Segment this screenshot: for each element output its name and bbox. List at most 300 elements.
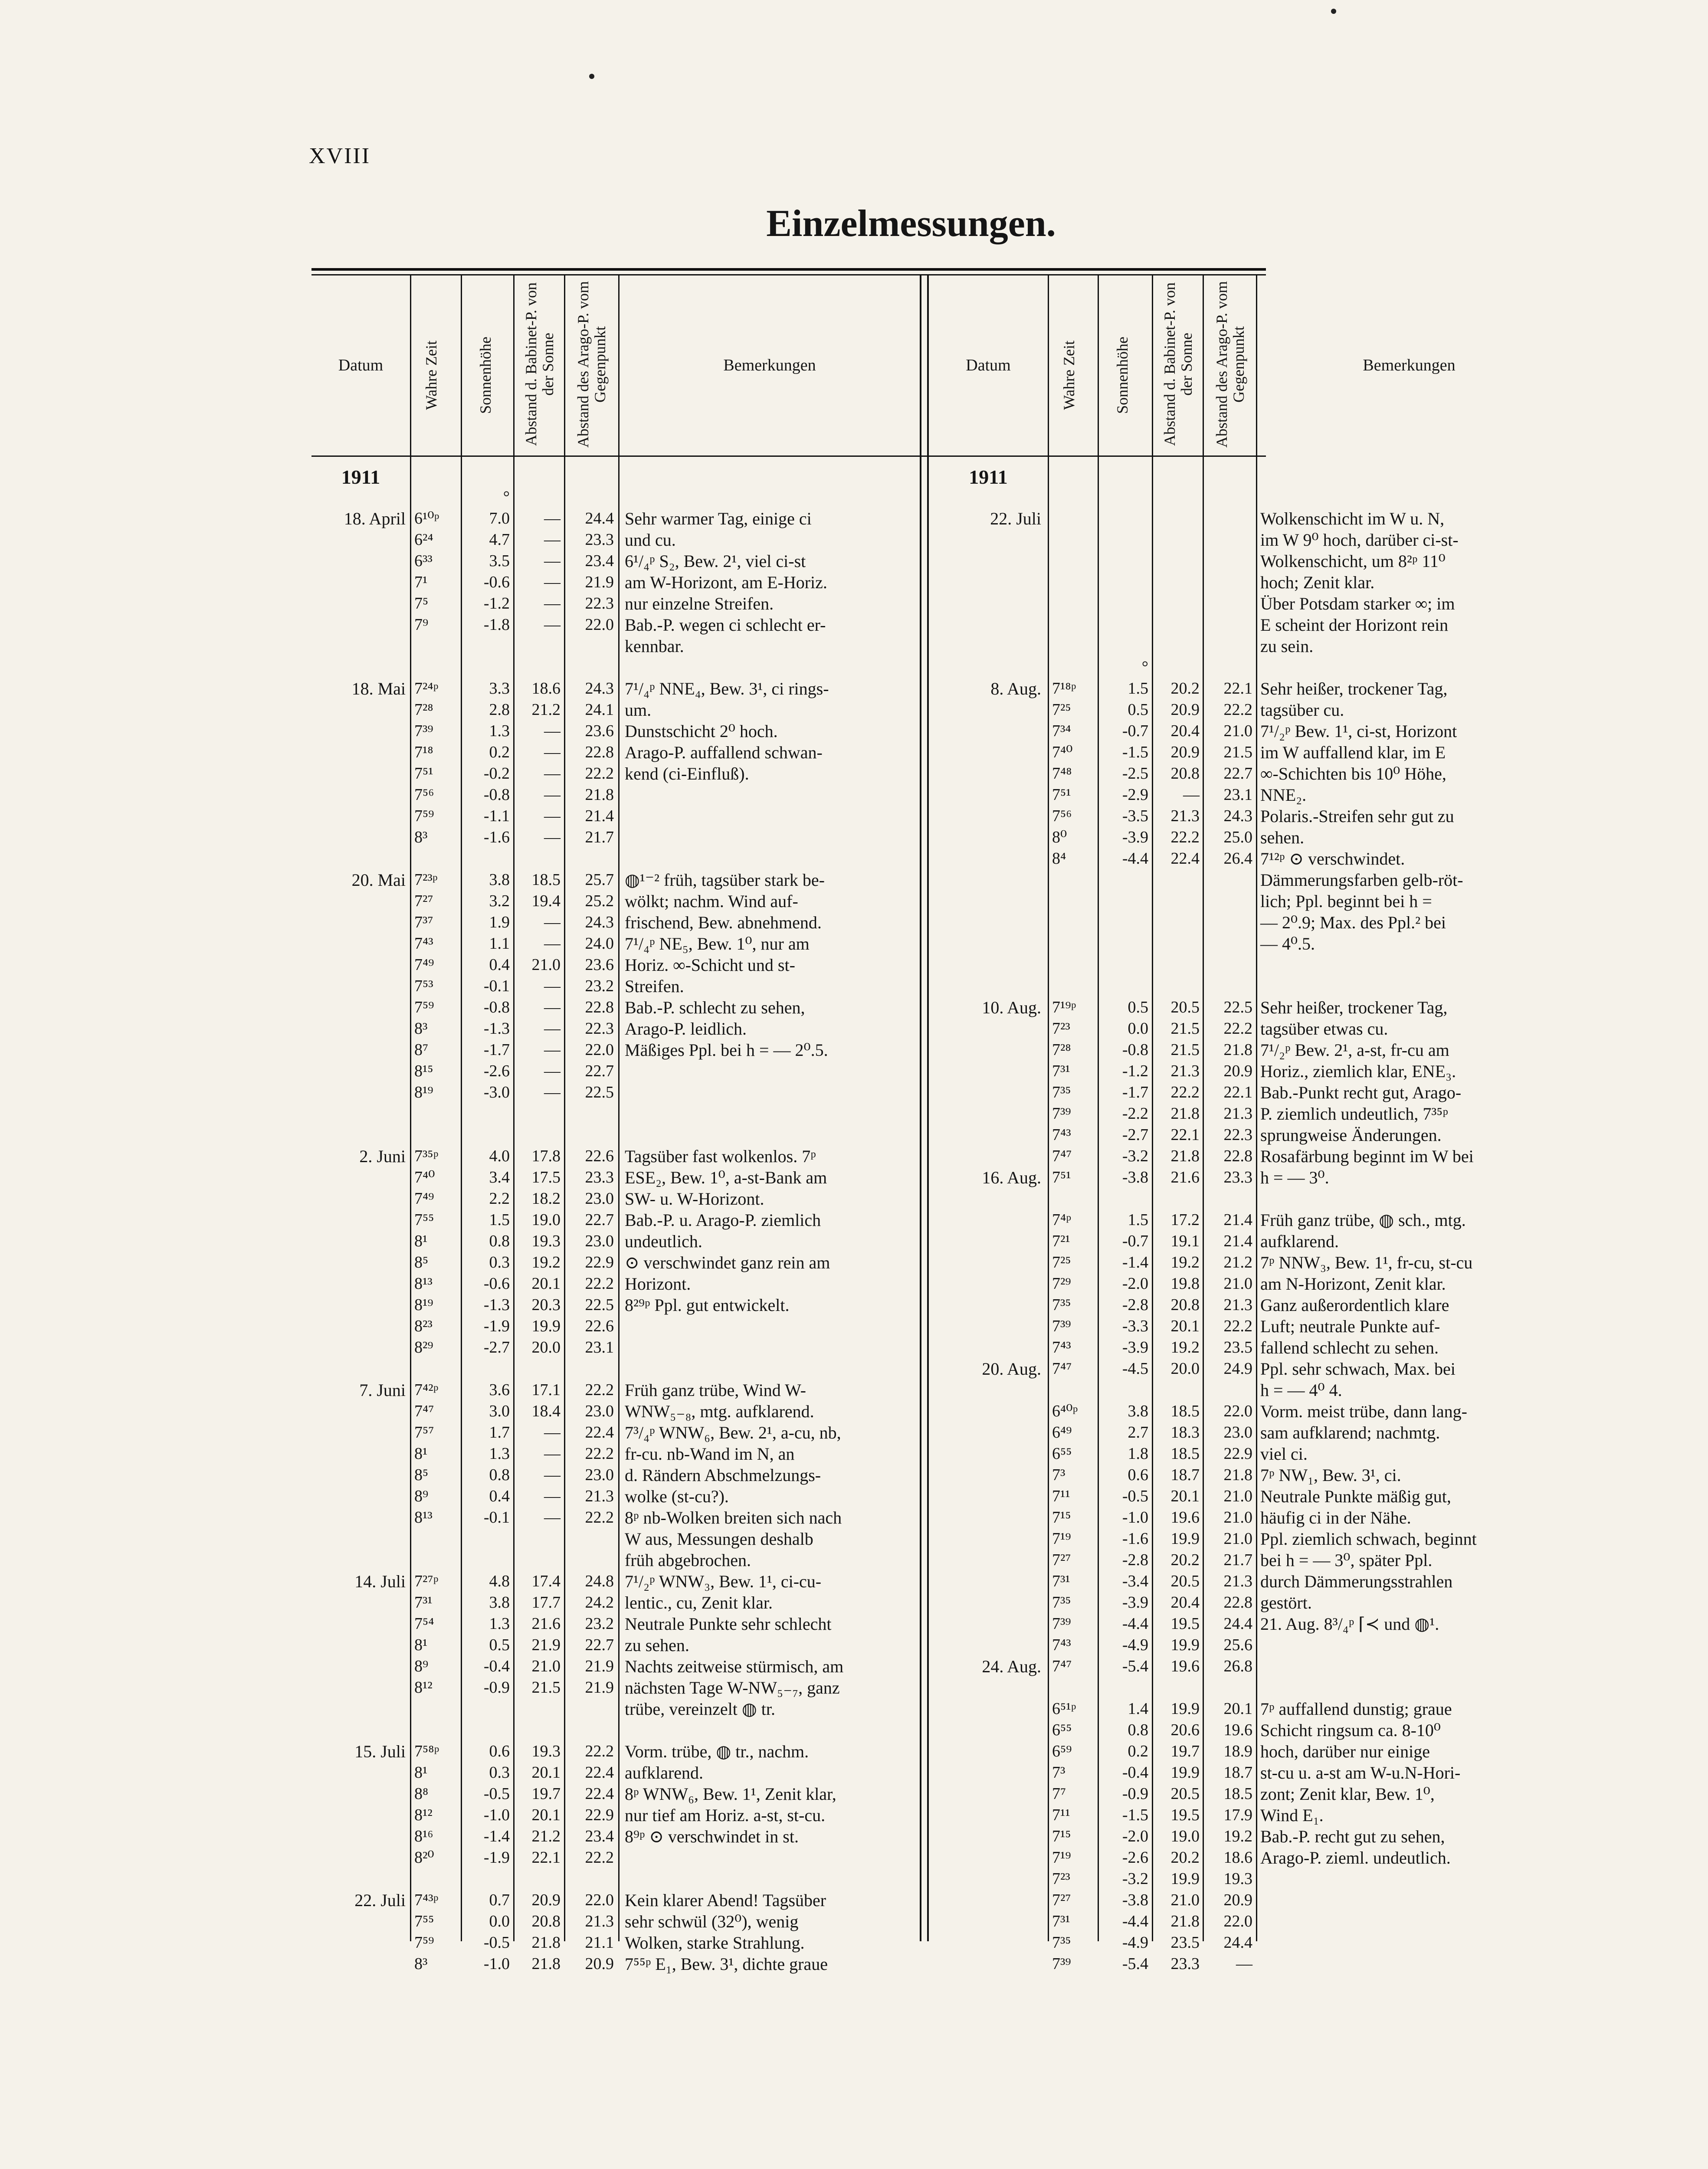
babinet-cell: 19.3 — [531, 1742, 561, 1760]
sun-height-cell: -1.5 — [1122, 743, 1148, 761]
arago-cell: 24.0 — [585, 934, 614, 953]
sun-height-cell: 2.8 — [489, 701, 510, 719]
time-cell: 7²⁷ — [414, 892, 433, 910]
remark-line: — 4⁰.5. — [1260, 934, 1315, 953]
remark-line: nur tief am Horiz. a-st, st-cu. — [625, 1805, 826, 1825]
time-cell: 8⁵ — [414, 1253, 429, 1271]
sun-height-cell: -0.6 — [483, 573, 510, 591]
sun-height-cell: 1.3 — [489, 1445, 510, 1463]
time-cell: 7⁵⁷ — [414, 1423, 434, 1442]
remark-line: Früh ganz trübe, ◍ sch., mtg. — [1260, 1210, 1466, 1230]
babinet-cell: 20.9 — [531, 1891, 561, 1909]
sun-height-cell: 3.6 — [489, 1381, 510, 1399]
date-label: 22. Juli — [990, 509, 1041, 528]
time-cell: 7⁴³ᵖ — [414, 1891, 439, 1909]
babinet-cell: 19.1 — [1170, 1232, 1200, 1250]
remark-line: am N-Horizont, Zenit klar. — [1260, 1274, 1446, 1294]
babinet-cell: — — [544, 509, 561, 528]
sun-height-cell: 1.9 — [489, 913, 510, 931]
time-cell: 7⁵¹ — [414, 764, 433, 783]
babinet-cell: 18.6 — [531, 679, 561, 698]
remark-line: Sehr warmer Tag, einige ci — [625, 509, 812, 528]
time-cell: 7⁵⁹ — [414, 998, 434, 1016]
remark-line: 7ᵖ NW₁, Bew. 3¹, ci. — [1260, 1465, 1401, 1485]
time-cell: 8¹⁵ — [414, 1062, 433, 1080]
arago-cell: 21.3 — [585, 1912, 614, 1930]
sun-height-cell: -1.2 — [483, 594, 510, 613]
time-cell: 7³ — [1052, 1466, 1065, 1484]
arago-cell: 22.1 — [1223, 1083, 1252, 1101]
remark-line: Rosafärbung beginnt im W bei — [1260, 1147, 1474, 1166]
sun-height-cell: -3.5 — [1122, 807, 1148, 825]
arago-cell: 21.8 — [1223, 1041, 1252, 1059]
sun-height-cell: -0.8 — [483, 998, 510, 1016]
arago-cell: 24.3 — [585, 679, 614, 698]
remark-line: Neutrale Punkte mäßig gut, — [1260, 1487, 1451, 1506]
time-cell: 8¹ — [414, 1763, 428, 1782]
remark-line: sam aufklarend; nachmtg. — [1260, 1423, 1440, 1442]
babinet-cell: 20.0 — [1170, 1360, 1200, 1378]
sun-height-cell: 1.3 — [489, 722, 510, 740]
sun-height-cell: 0.0 — [489, 1912, 510, 1930]
babinet-cell: — — [544, 1019, 561, 1038]
babinet-cell: 20.3 — [531, 1296, 561, 1314]
arago-cell: 19.3 — [1223, 1870, 1252, 1888]
babinet-cell: 19.9 — [1170, 1870, 1200, 1888]
remark-line: Ppl. sehr schwach, Max. bei — [1260, 1359, 1456, 1379]
time-cell: 7¹⁹ᵖ — [1052, 998, 1076, 1016]
time-cell: 7¹⁹ — [1052, 1848, 1071, 1867]
sun-height-cell: 3.3 — [489, 679, 510, 698]
sun-height-cell: -1.8 — [483, 616, 510, 634]
remark-line: 8²⁹ᵖ Ppl. gut entwickelt. — [625, 1295, 790, 1315]
arago-cell: — — [1236, 1955, 1252, 1973]
sun-height-cell: 1.1 — [489, 934, 510, 953]
babinet-cell: 22.1 — [1170, 1126, 1200, 1144]
time-cell: 8⁷ — [414, 1041, 429, 1059]
date-label: 14. Juli — [354, 1572, 406, 1591]
time-cell: 7³⁹ — [1052, 1104, 1071, 1123]
remark-line: Wolkenschicht, um 8²ᵖ 11⁰ — [1260, 551, 1446, 571]
babinet-cell: 21.0 — [531, 956, 561, 974]
arago-cell: 24.1 — [585, 701, 614, 719]
sun-height-cell: -0.2 — [483, 764, 510, 783]
sun-height-cell: 4.8 — [489, 1572, 510, 1590]
sun-height-cell: -4.9 — [1122, 1636, 1148, 1654]
arago-cell: 18.7 — [1223, 1763, 1252, 1782]
date-label: 2. Juni — [359, 1147, 406, 1166]
arago-cell: 22.8 — [1223, 1593, 1252, 1612]
sun-height-cell: 0.0 — [1128, 1019, 1148, 1038]
babinet-cell: — — [544, 573, 561, 591]
sun-height-cell: 0.3 — [489, 1253, 510, 1271]
sun-height-cell: 1.5 — [489, 1211, 510, 1229]
sun-height-cell: 0.8 — [489, 1232, 510, 1250]
header-bemerkungen: Bemerkungen — [1363, 356, 1456, 374]
remark-line: Neutrale Punkte sehr schlecht — [625, 1614, 832, 1634]
arago-cell: 22.5 — [1223, 998, 1252, 1016]
time-cell: 7⁴ᵖ — [1052, 1211, 1072, 1229]
remark-line: am W-Horizont, am E-Horiz. — [625, 573, 827, 592]
arago-cell: 22.4 — [585, 1763, 614, 1782]
sun-height-cell: -0.8 — [1122, 1041, 1148, 1059]
time-cell: 7⁴⁸ — [1052, 764, 1072, 783]
babinet-cell: 21.5 — [531, 1678, 561, 1697]
arago-cell: 19.6 — [1223, 1721, 1252, 1739]
arago-cell: 22.9 — [585, 1806, 614, 1824]
column-divider — [618, 275, 620, 1941]
arago-cell: 18.9 — [1223, 1742, 1252, 1760]
time-cell: 6⁴⁰ᵖ — [1052, 1402, 1078, 1420]
remark-line: Ppl. ziemlich schwach, beginnt — [1260, 1529, 1477, 1549]
time-cell: 7³¹ — [1052, 1572, 1070, 1590]
time-cell: 8¹² — [414, 1678, 433, 1697]
sun-height-cell: -3.2 — [1122, 1147, 1148, 1165]
arago-cell: 22.7 — [1223, 764, 1252, 783]
babinet-cell: 21.0 — [531, 1657, 561, 1675]
sun-height-cell: 0.8 — [1128, 1721, 1148, 1739]
time-cell: 7⁴³ — [1052, 1338, 1071, 1356]
babinet-cell: 21.3 — [1170, 1062, 1200, 1080]
sun-height-cell: -0.1 — [483, 977, 510, 995]
remark-line: trübe, vereinzelt ◍ tr. — [625, 1699, 775, 1719]
time-cell: 7⁴⁰ — [1052, 743, 1073, 761]
arago-cell: 23.3 — [585, 1168, 614, 1186]
arago-cell: 23.4 — [585, 1827, 614, 1845]
babinet-cell: 18.4 — [531, 1402, 561, 1420]
sun-height-cell: -0.7 — [1122, 1232, 1148, 1250]
babinet-cell: 20.4 — [1170, 722, 1200, 740]
date-label: 18. April — [344, 509, 406, 528]
remark-line: lentic., cu, Zenit klar. — [625, 1593, 773, 1612]
babinet-cell: — — [544, 764, 561, 783]
sun-height-cell: -1.9 — [483, 1317, 510, 1335]
sun-height-cell: -5.4 — [1122, 1955, 1148, 1973]
sun-height-cell: 3.8 — [489, 871, 510, 889]
time-cell: 7⁷ — [1052, 1785, 1066, 1803]
arago-cell: 21.4 — [1223, 1232, 1252, 1250]
remark-line: Dämmerungsfarben gelb-röt- — [1260, 870, 1463, 890]
arago-cell: 19.2 — [1223, 1827, 1252, 1845]
arago-cell: 20.9 — [585, 1955, 614, 1973]
sun-height-cell: -3.3 — [1122, 1317, 1148, 1335]
sun-height-cell: -2.9 — [1122, 786, 1148, 804]
date-label: 20. Mai — [351, 870, 406, 890]
arago-cell: 21.3 — [1223, 1572, 1252, 1590]
time-cell: 8¹³ — [414, 1275, 433, 1293]
sun-height-cell: 3.8 — [1128, 1402, 1148, 1420]
date-label: 20. Aug. — [982, 1359, 1041, 1379]
remark-line: kend (ci-Einfluß). — [625, 764, 749, 783]
arago-cell: 21.0 — [1223, 1487, 1252, 1505]
time-cell: 7³⁹ — [414, 722, 433, 740]
arago-cell: 21.0 — [1223, 1508, 1252, 1527]
page-number: XVIII — [309, 144, 371, 168]
babinet-cell: 21.9 — [531, 1636, 561, 1654]
arago-cell: 21.2 — [1223, 1253, 1252, 1271]
babinet-cell: 19.5 — [1170, 1615, 1200, 1633]
sun-height-cell: -2.8 — [1122, 1551, 1148, 1569]
time-cell: 7⁴⁷ — [414, 1402, 434, 1420]
date-label: 18. Mai — [351, 679, 406, 698]
babinet-cell: 21.6 — [531, 1615, 561, 1633]
remark-line: frischend, Bew. abnehmend. — [625, 913, 822, 932]
arago-cell: 22.0 — [1223, 1402, 1252, 1420]
sun-height-cell: 4.7 — [489, 531, 510, 549]
babinet-cell: 20.1 — [531, 1806, 561, 1824]
sun-height-cell: 3.0 — [489, 1402, 510, 1420]
time-cell: 7⁴³ — [414, 934, 433, 953]
babinet-cell: 19.5 — [1170, 1806, 1200, 1824]
remark-line: 7¹/₄ᵖ NE₅, Bew. 1⁰, nur am — [625, 934, 810, 953]
arago-cell: 22.7 — [585, 1636, 614, 1654]
sun-height-cell: -2.5 — [1122, 764, 1148, 783]
time-cell: 7³⁵ — [1052, 1593, 1071, 1612]
column-divider — [1203, 275, 1204, 1941]
sun-height-cell: -0.4 — [1122, 1763, 1148, 1782]
remark-line: Über Potsdam starker ∞; im — [1260, 594, 1455, 613]
sun-height-cell: -4.4 — [1122, 849, 1148, 868]
time-cell: 7²⁹ — [1052, 1275, 1071, 1293]
time-cell: 7⁴³ — [1052, 1126, 1071, 1144]
remark-line: WNW₅₋₈, mtg. aufklarend. — [625, 1402, 814, 1421]
remark-line: undeutlich. — [625, 1232, 702, 1251]
date-label: 8. Aug. — [990, 679, 1041, 698]
time-cell: 7²³ — [1052, 1870, 1070, 1888]
arago-cell: 21.8 — [1223, 1466, 1252, 1484]
remark-line: lich; Ppl. beginnt bei h = — [1260, 891, 1432, 911]
arago-cell: 24.8 — [585, 1572, 614, 1590]
remark-line: Vorm. meist trübe, dann lang- — [1260, 1402, 1467, 1421]
babinet-cell: — — [544, 998, 561, 1016]
sun-height-cell: -3.9 — [1122, 1593, 1148, 1612]
time-cell: 7²⁷ — [1052, 1891, 1071, 1909]
sun-height-cell: 2.2 — [489, 1189, 510, 1208]
remark-line: häufig ci in der Nähe. — [1260, 1508, 1411, 1527]
babinet-cell: — — [544, 1508, 561, 1527]
babinet-cell: — — [544, 1487, 561, 1505]
column-divider — [513, 275, 515, 1941]
arago-cell: 22.3 — [1223, 1126, 1252, 1144]
babinet-cell: 21.8 — [531, 1933, 561, 1952]
arago-cell: 23.0 — [1223, 1423, 1252, 1442]
header-datum: Datum — [966, 356, 1011, 374]
arago-cell: 22.2 — [1223, 701, 1252, 719]
sun-height-cell: 0.2 — [1128, 1742, 1148, 1760]
remark-line: durch Dämmerungsstrahlen — [1260, 1572, 1453, 1591]
sun-height-cell: -0.5 — [1122, 1487, 1148, 1505]
babinet-cell: — — [544, 786, 561, 804]
time-cell: 7³⁷ — [414, 913, 433, 931]
arago-cell: 24.2 — [585, 1593, 614, 1612]
babinet-cell: 17.1 — [531, 1381, 561, 1399]
time-cell: 7³⁵ — [1052, 1083, 1071, 1101]
arago-cell: 21.3 — [1223, 1104, 1252, 1123]
time-cell: 8¹² — [414, 1806, 433, 1824]
remark-line: zont; Zenit klar, Bew. 1⁰, — [1260, 1784, 1435, 1804]
sun-height-cell: -1.1 — [483, 807, 510, 825]
sun-height-cell: -0.8 — [483, 786, 510, 804]
sun-height-cell: -1.5 — [1122, 1806, 1148, 1824]
babinet-cell: — — [544, 531, 561, 549]
time-cell: 7⁵¹ — [1052, 786, 1071, 804]
arago-cell: 22.0 — [585, 616, 614, 634]
remark-line: wolke (st-cu?). — [625, 1487, 729, 1506]
sun-height-cell: 0.5 — [1128, 701, 1148, 719]
sun-height-cell: 0.7 — [489, 1891, 510, 1909]
babinet-cell: 21.6 — [1170, 1168, 1200, 1186]
arago-cell: 23.2 — [585, 1615, 614, 1633]
date-label: 10. Aug. — [982, 998, 1041, 1017]
babinet-cell: 21.8 — [1170, 1104, 1200, 1123]
babinet-cell: 20.4 — [1170, 1593, 1200, 1612]
time-cell: 7⁵⁵ — [414, 1912, 434, 1930]
arago-cell: 18.6 — [1223, 1848, 1252, 1867]
time-cell: 8¹³ — [414, 1508, 433, 1527]
time-cell: 7³¹ — [1052, 1912, 1070, 1930]
babinet-cell: 21.2 — [531, 1827, 561, 1845]
babinet-cell: — — [544, 552, 561, 570]
arago-cell: 21.9 — [585, 1657, 614, 1675]
remark-line: Wolkenschicht im W u. N, — [1260, 509, 1445, 528]
remark-line: sehen. — [1260, 828, 1305, 847]
time-cell: 7¹⁵ — [1052, 1827, 1071, 1845]
babinet-cell: 19.2 — [1170, 1253, 1200, 1271]
time-cell: 7⁵⁹ — [414, 807, 434, 825]
remark-line: zu sehen. — [625, 1635, 689, 1655]
header-babinet: Abstand d. Babinet-P. von der Sonne — [1161, 282, 1195, 446]
arago-cell: 21.7 — [585, 828, 614, 846]
babinet-cell: 19.3 — [531, 1232, 561, 1250]
babinet-cell: 17.8 — [531, 1147, 561, 1165]
arago-cell: 22.8 — [585, 743, 614, 761]
arago-cell: 22.2 — [585, 1445, 614, 1463]
time-cell: 8³ — [414, 828, 428, 846]
sun-height-cell: -0.1 — [483, 1508, 510, 1527]
time-cell: 8⁴ — [1052, 849, 1066, 868]
header-arago: Abstand des Arago-P. vom Gegenpunkt — [1213, 281, 1247, 448]
arago-cell: 22.9 — [1223, 1445, 1252, 1463]
arago-cell: 21.7 — [1223, 1551, 1252, 1569]
babinet-cell: 19.9 — [531, 1317, 561, 1335]
babinet-cell: 18.7 — [1170, 1466, 1200, 1484]
time-cell: 7⁴⁹ — [414, 956, 434, 974]
remark-line: Streifen. — [625, 976, 684, 996]
arago-cell: 23.0 — [585, 1466, 614, 1484]
date-label: 16. Aug. — [982, 1168, 1041, 1187]
babinet-cell: 19.7 — [531, 1785, 561, 1803]
time-cell: 6⁵⁵ — [1052, 1445, 1072, 1463]
babinet-cell: 21.0 — [1170, 1891, 1200, 1909]
arago-cell: 23.4 — [585, 552, 614, 570]
double-divider — [920, 275, 921, 1941]
remark-line: Vorm. trübe, ◍ tr., nachm. — [625, 1742, 809, 1761]
babinet-cell: — — [544, 1466, 561, 1484]
sun-height-cell: -4.4 — [1122, 1615, 1148, 1633]
sun-height-cell: 0.4 — [489, 956, 510, 974]
arago-cell: 22.4 — [585, 1423, 614, 1442]
arago-cell: 22.8 — [1223, 1147, 1252, 1165]
date-label: 24. Aug. — [982, 1657, 1041, 1676]
arago-cell: 22.3 — [585, 594, 614, 613]
arago-cell: 21.9 — [585, 573, 614, 591]
time-cell: 7³⁵ᵖ — [414, 1147, 439, 1165]
time-cell: 7⁴⁷ — [1052, 1147, 1072, 1165]
babinet-cell: 19.6 — [1170, 1657, 1200, 1675]
arago-cell: 22.4 — [585, 1785, 614, 1803]
babinet-cell: 19.2 — [531, 1253, 561, 1271]
babinet-cell: — — [544, 594, 561, 613]
time-cell: 7³⁵ — [1052, 1296, 1071, 1314]
arago-cell: 23.1 — [1223, 786, 1252, 804]
remark-line: wölkt; nachm. Wind auf- — [625, 891, 798, 911]
sun-height-cell: -2.8 — [1122, 1296, 1148, 1314]
time-cell: 7⁵⁹ — [414, 1933, 434, 1952]
time-cell: 7⁵⁵ — [414, 1211, 434, 1229]
remark-line: — 2⁰.9; Max. des Ppl.² bei — [1260, 913, 1446, 932]
babinet-cell: 20.6 — [1170, 1721, 1200, 1739]
arago-cell: 18.5 — [1223, 1785, 1252, 1803]
remark-line: 7¹/₂ᵖ Bew. 1¹, ci-st, Horizont — [1260, 721, 1457, 741]
remark-line: hoch, darüber nur einige — [1260, 1742, 1430, 1761]
arago-cell: 24.4 — [1223, 1615, 1252, 1633]
remark-line: fallend schlecht zu sehen. — [1260, 1338, 1439, 1357]
arago-cell: 22.5 — [585, 1083, 614, 1101]
sun-height-cell: 0.5 — [1128, 998, 1148, 1016]
remark-line: SW- u. W-Horizont. — [625, 1189, 764, 1209]
arago-cell: 21.4 — [585, 807, 614, 825]
remark-line: um. — [625, 700, 652, 720]
remark-line: Sehr heißer, trockener Tag, — [1260, 998, 1448, 1017]
babinet-cell: 21.2 — [531, 701, 561, 719]
babinet-cell: — — [544, 913, 561, 931]
time-cell: 8²⁰ — [414, 1848, 434, 1867]
babinet-cell: 20.5 — [1170, 998, 1200, 1016]
remark-line: ⊙ verschwindet ganz rein am — [625, 1253, 830, 1272]
time-cell: 7⁹ — [414, 616, 429, 634]
time-cell: 8²⁹ — [414, 1338, 433, 1356]
remark-line: 7¹/₂ᵖ Bew. 2¹, a-st, fr-cu am — [1260, 1040, 1449, 1060]
arago-cell: 21.1 — [585, 1933, 614, 1952]
arago-cell: 21.3 — [585, 1487, 614, 1505]
time-cell: 8¹⁹ — [414, 1296, 433, 1314]
babinet-cell: — — [544, 1083, 561, 1101]
time-cell: 8¹ — [414, 1445, 428, 1463]
time-cell: 7⁵⁶ — [1052, 807, 1072, 825]
remark-line: aufklarend. — [1260, 1232, 1339, 1251]
time-cell: 7³⁹ — [1052, 1615, 1071, 1633]
arago-cell: 21.0 — [1223, 722, 1252, 740]
sun-height-cell: -2.2 — [1122, 1104, 1148, 1123]
sun-height-cell: 7.0 — [489, 509, 510, 528]
arago-cell: 17.9 — [1223, 1806, 1252, 1824]
remark-line: Schicht ringsum ca. 8-10⁰ — [1260, 1720, 1441, 1740]
remark-line: bei h = — 3⁰, später Ppl. — [1260, 1550, 1433, 1570]
remark-line: 7³/₄ᵖ WNW₆, Bew. 2¹, a-cu, nb, — [625, 1423, 841, 1442]
print-speck — [1331, 9, 1336, 14]
sun-height-cell: -1.7 — [1122, 1083, 1148, 1101]
babinet-cell: 20.8 — [531, 1912, 561, 1930]
arago-cell: 21.5 — [1223, 743, 1252, 761]
time-cell: 7²⁴ᵖ — [414, 679, 439, 698]
date-label: 15. Juli — [354, 1742, 406, 1761]
babinet-cell: 19.9 — [1170, 1763, 1200, 1782]
time-cell: 7³⁵ — [1052, 1933, 1071, 1952]
sun-height-cell: -3.4 — [1122, 1572, 1148, 1590]
arago-cell: 22.2 — [585, 1508, 614, 1527]
babinet-cell: 21.8 — [531, 1955, 561, 1973]
remark-line: kennbar. — [625, 636, 684, 656]
